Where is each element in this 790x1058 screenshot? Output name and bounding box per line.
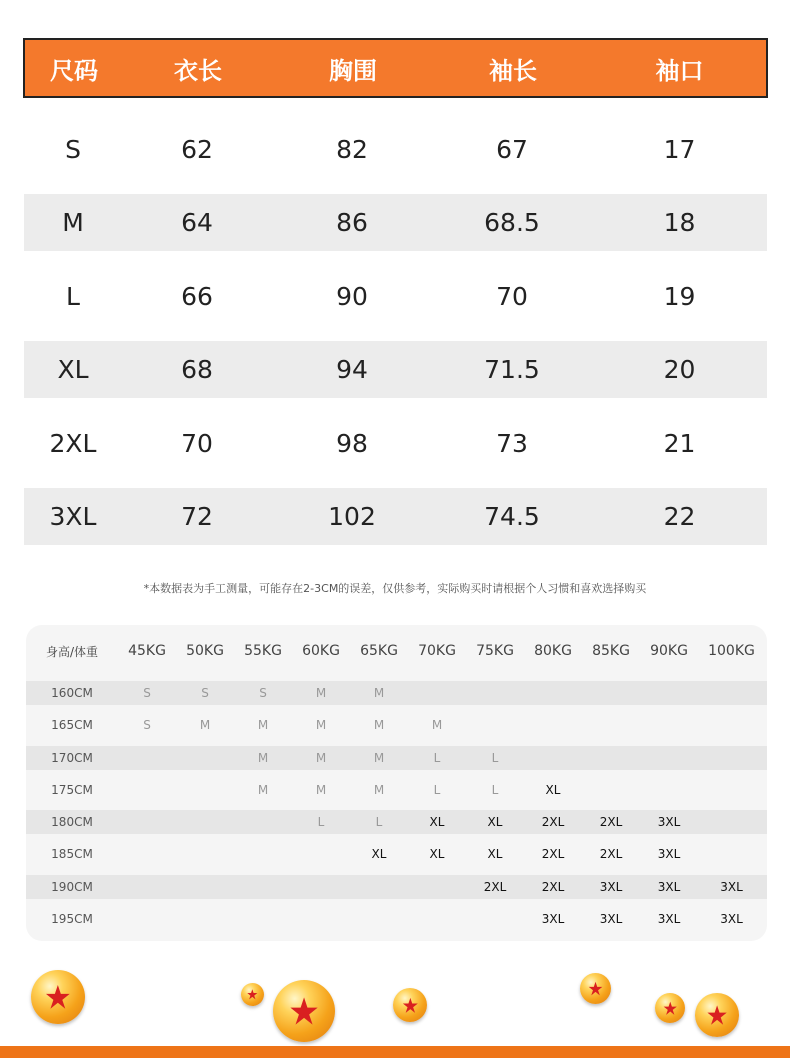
weight-label: 45KG [128, 643, 166, 659]
header-length: 衣长 [174, 56, 222, 85]
weight-label: 60KG [302, 643, 340, 659]
table-row [26, 838, 767, 871]
table-row [24, 341, 767, 398]
size-cell: L [491, 782, 499, 797]
recommendation-header [26, 625, 767, 677]
height-label: 175CM [51, 782, 93, 797]
table-row [24, 112, 767, 186]
size-cell: M [373, 782, 385, 797]
table-cell: 94 [336, 355, 368, 384]
size-cell: S [201, 686, 209, 700]
header-size: 尺码 [50, 56, 98, 85]
table-row [26, 746, 767, 770]
size-cell: M [431, 718, 443, 733]
dragon-ball-icon [580, 973, 611, 1004]
table-cell: 18 [663, 208, 696, 237]
table-cell: 71.5 [484, 355, 540, 384]
height-label: 165CM [51, 718, 93, 733]
size-cell: S [259, 686, 267, 700]
table-cell: 72 [181, 502, 213, 531]
weight-label: 65KG [360, 643, 398, 659]
table-cell: S [65, 134, 81, 164]
table-cell: L [66, 281, 80, 311]
size-cell: M [315, 750, 327, 765]
dragon-ball-icon [31, 970, 85, 1024]
table-cell: 2XL [49, 428, 97, 458]
recommendation-body [26, 681, 767, 935]
size-cell: 2XL [599, 815, 623, 830]
table-cell: 86 [336, 208, 368, 237]
weight-label: 80KG [534, 643, 572, 659]
table-cell: 20 [663, 355, 696, 384]
table-cell: M [62, 208, 84, 237]
dragon-ball-icon [241, 983, 264, 1006]
size-cell: XL [429, 847, 445, 862]
weight-label: 100KG [708, 643, 755, 659]
size-cell: 3XL [541, 912, 565, 927]
size-cell: L [433, 750, 441, 765]
table-row [26, 681, 767, 705]
size-cell: M [373, 750, 385, 765]
size-cell: M [257, 782, 269, 797]
dragon-ball-icon [393, 988, 427, 1022]
table-cell: 66 [181, 281, 213, 311]
weight-label: 55KG [244, 643, 282, 659]
size-cell: XL [487, 815, 503, 830]
size-cell: S [143, 686, 151, 700]
size-cell: 2XL [483, 879, 507, 894]
height-label: 180CM [51, 815, 93, 830]
table-row [24, 259, 767, 333]
weight-label: 50KG [186, 643, 224, 659]
dragon-ball-icon [273, 980, 335, 1042]
table-cell: 22 [663, 502, 696, 531]
table-cell: 3XL [49, 502, 97, 531]
size-cell: L [375, 815, 383, 830]
size-cell: M [257, 718, 269, 733]
table-cell: 21 [663, 428, 696, 458]
size-cell: XL [429, 815, 445, 830]
size-cell: XL [487, 847, 503, 862]
weight-label: 75KG [476, 643, 514, 659]
table-cell: 70 [496, 281, 528, 311]
table-cell: 74.5 [484, 502, 540, 531]
size-cell: 2XL [541, 879, 565, 894]
size-cell: 3XL [657, 879, 681, 894]
size-cell: 2XL [541, 847, 565, 862]
height-label: 170CM [51, 750, 93, 765]
table-row [26, 903, 767, 936]
weight-label: 85KG [592, 643, 630, 659]
height-label: 195CM [51, 912, 93, 927]
table-row [26, 774, 767, 807]
table-cell: 98 [336, 428, 368, 458]
table-cell: 68 [181, 355, 213, 384]
size-cell: M [315, 718, 327, 733]
size-cell: 3XL [720, 912, 743, 927]
size-cell: M [373, 686, 385, 700]
table-cell: 102 [328, 502, 376, 531]
weight-label: 90KG [650, 643, 688, 659]
table-row [24, 406, 767, 480]
height-label: 160CM [51, 686, 93, 700]
table-cell: 70 [181, 428, 213, 458]
header-cuff: 袖口 [655, 56, 704, 85]
size-table-header [23, 38, 768, 98]
corner-label: 身高/体重 [45, 644, 99, 659]
table-row [26, 810, 767, 834]
table-cell: 67 [496, 134, 528, 164]
height-label: 190CM [51, 879, 93, 894]
header-chest: 胸围 [329, 56, 377, 85]
size-cell: M [315, 782, 327, 797]
measurement-note: *本数据表为手工测量，可能存在2-3CM的误差，仅供参考，实际购买时请根据个人习惯和喜欢选择购买 [143, 582, 647, 595]
size-cell: M [257, 750, 269, 765]
size-cell: 2XL [541, 815, 565, 830]
table-cell: 64 [181, 208, 213, 237]
size-cell: 3XL [720, 879, 743, 894]
size-cell: XL [371, 847, 387, 862]
weight-label: 70KG [418, 643, 456, 659]
table-cell: 90 [336, 281, 368, 311]
height-label: 185CM [51, 847, 93, 862]
size-cell: M [373, 718, 385, 733]
table-cell: 82 [336, 134, 368, 164]
size-cell: L [491, 750, 499, 765]
size-cell: M [315, 686, 327, 700]
size-cell: 3XL [657, 815, 681, 830]
bottom-accent-bar [0, 1046, 790, 1058]
table-row [26, 875, 767, 899]
size-table-body [24, 112, 767, 553]
size-cell: XL [545, 782, 561, 797]
size-cell: S [143, 718, 151, 733]
table-cell: 73 [496, 428, 528, 458]
size-cell: M [199, 718, 211, 733]
size-cell: L [433, 782, 441, 797]
size-cell: 3XL [599, 879, 623, 894]
size-cell: 3XL [657, 912, 681, 927]
dragon-ball-icon [695, 993, 739, 1037]
table-cell: XL [57, 355, 89, 384]
table-row [24, 194, 767, 251]
table-row [26, 709, 767, 742]
header-sleeve: 袖长 [489, 56, 537, 85]
size-cell: 2XL [599, 847, 623, 862]
size-cell: 3XL [599, 912, 623, 927]
table-row [24, 488, 767, 545]
size-cell: 3XL [657, 847, 681, 862]
table-cell: 68.5 [484, 208, 540, 237]
table-cell: 17 [663, 134, 696, 164]
table-cell: 62 [181, 134, 213, 164]
size-cell: L [317, 815, 325, 830]
table-cell: 19 [663, 281, 696, 311]
dragon-ball-icon [655, 993, 685, 1023]
size-recommendation-table [26, 625, 767, 941]
